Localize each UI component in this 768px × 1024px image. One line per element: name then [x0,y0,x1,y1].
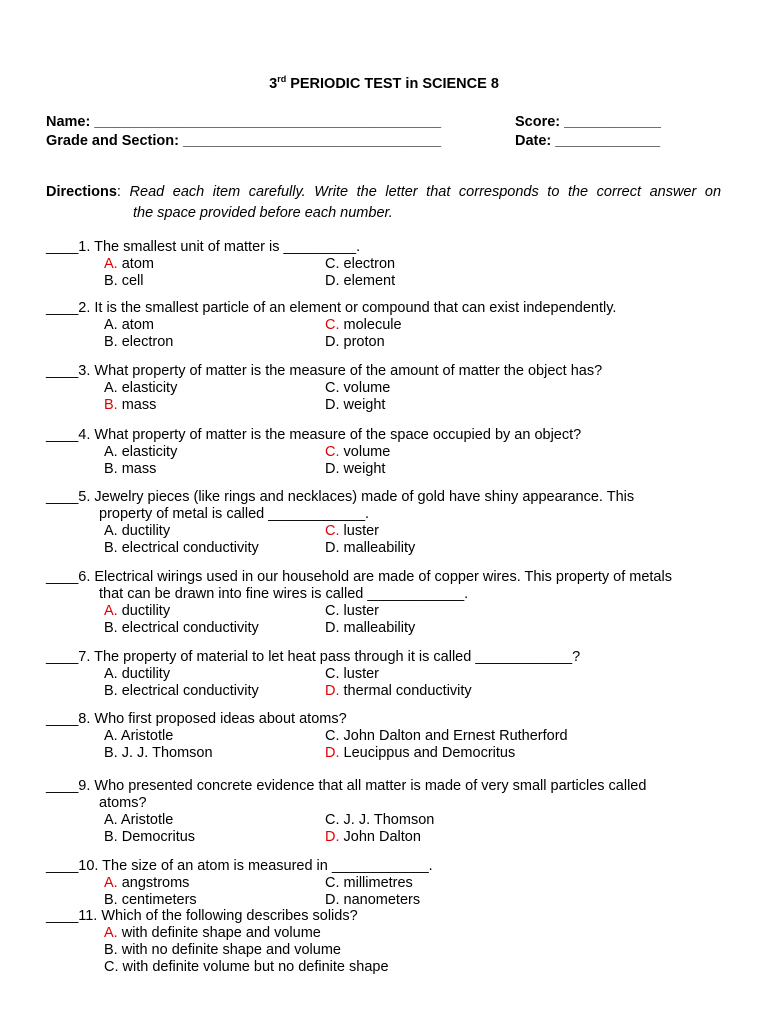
option-text: centimeters [117,892,197,908]
question-stem: ____2. It is the smallest particle of an element or compound that can exist independently. [46,300,617,316]
option-text: angstroms [117,875,190,891]
question-7 [46,649,736,700]
answer-option [104,397,156,414]
answer-option [104,603,170,620]
option-text: with definite volume but no definite shape [118,959,389,975]
correct-answer-letter: B. [104,397,118,413]
option-letter: D. [325,397,340,413]
option-letter: B. [104,273,118,289]
question-stem-continuation: that can be drawn into fine wires is called ____________. [99,586,469,602]
option-letter: C. [325,812,340,828]
question-stem-continuation: atoms? [99,795,147,811]
option-text: electron [339,256,396,272]
answer-option [104,892,197,909]
answer-options [46,444,736,478]
title-prefix: 3 [269,76,278,92]
option-text: atom [117,317,154,333]
option-text: with definite shape and volume [117,925,321,941]
correct-answer-letter: C. [325,523,340,539]
question-stem: ____6. Electrical wirings used in our household are made of copper wires. This property of metals [46,569,672,585]
option-text: electrical conductivity [117,540,259,556]
score-field: Score: ____________ [515,114,661,130]
question-6 [46,569,736,637]
answer-options [46,603,736,637]
title-rest: PERIODIC TEST in SCIENCE 8 [286,76,499,92]
option-text: John Dalton [339,829,421,845]
option-text: Aristotle [117,812,174,828]
option-letter: D. [325,461,340,477]
grade-section-field: Grade and Section: ________________________________ [46,133,442,149]
correct-answer-letter: A. [104,603,118,619]
directions-line-1: Read each item carefully. Write the letter that corresponds to the correct answer on [129,184,722,200]
answer-options [46,875,736,909]
option-letter: C. [325,603,340,619]
option-text: atom [117,256,154,272]
answer-options [46,317,736,351]
date-field: Date: _____________ [515,133,661,149]
question-stem: ____1. The smallest unit of matter is _________. [46,239,361,255]
question-stem: ____9. Who presented concrete evidence that all matter is made of very small particles called [46,778,647,794]
option-letter: D. [325,273,340,289]
option-text: weight [339,397,386,413]
option-text: Aristotle [117,728,174,744]
option-letter: C. [325,380,340,396]
answer-option [325,745,515,762]
answer-option [325,523,379,540]
option-letter: A. [104,523,118,539]
option-text: electrical conductivity [117,683,259,699]
answer-option [104,959,389,976]
correct-answer-letter: D. [325,745,340,761]
option-text: ductility [117,523,171,539]
option-text: volume [339,444,391,460]
option-text: J. J. Thomson [339,812,435,828]
answer-option [325,603,379,620]
page-title [0,76,768,92]
option-text: malleability [339,620,416,636]
question-2 [46,300,736,351]
option-text: elasticity [117,444,178,460]
option-letter: D. [325,620,340,636]
option-text: volume [339,380,391,396]
answer-option [104,620,259,637]
answer-option [325,812,434,829]
answer-option [104,256,154,273]
question-4 [46,427,736,478]
option-text: thermal conductivity [339,683,472,699]
answer-option [104,523,170,540]
correct-answer-letter: A. [104,925,118,941]
answer-options [46,728,736,762]
answer-option [104,683,259,700]
option-text: luster [339,523,379,539]
option-letter: C. [325,666,340,682]
question-stem: ____3. What property of matter is the measure of the amount of matter the object has? [46,363,603,379]
option-letter: A. [104,812,118,828]
question-stem: ____7. The property of material to let heat pass through it is called ____________? [46,649,581,665]
question-9 [46,778,736,846]
answer-option [104,540,259,557]
correct-answer-letter: C. [325,317,340,333]
answer-options [46,256,736,290]
answer-option [325,728,568,745]
option-letter: C. [104,959,119,975]
answer-option [325,380,390,397]
option-letter: A. [104,380,118,396]
option-letter: C. [325,256,340,272]
question-stem: ____4. What property of matter is the measure of the space occupied by an object? [46,427,582,443]
answer-option [325,540,415,557]
option-text: weight [339,461,386,477]
answer-option [104,380,177,397]
answer-option [104,334,173,351]
correct-answer-letter: A. [104,875,118,891]
answer-option [104,273,144,290]
option-text: electron [117,334,174,350]
option-text: J. J. Thomson [117,745,213,761]
answer-option [104,812,173,829]
option-text: with no definite shape and volume [117,942,341,958]
answer-options [46,523,736,557]
option-letter: B. [104,829,118,845]
answer-option [325,317,402,334]
question-stem: ____8. Who first proposed ideas about atoms? [46,711,347,727]
answer-option [104,666,170,683]
option-letter: A. [104,317,118,333]
option-text: molecule [339,317,402,333]
option-text: cell [117,273,144,289]
option-letter: B. [104,540,118,556]
answer-option [325,444,390,461]
answer-option [104,745,213,762]
answer-option [325,397,385,414]
option-letter: B. [104,683,118,699]
directions-colon: : [116,184,130,200]
directions [46,182,721,224]
option-letter: B. [104,892,118,908]
answer-option [325,666,379,683]
option-text: malleability [339,540,416,556]
answer-option [104,317,154,334]
correct-answer-letter: D. [325,683,340,699]
option-text: John Dalton and Ernest Rutherford [339,728,568,744]
option-letter: C. [325,728,340,744]
question-stem: ____11. Which of the following describes solids? [46,908,358,924]
question-stem-continuation: property of metal is called ____________. [99,506,370,522]
answer-option [325,892,420,909]
option-text: luster [339,603,379,619]
option-letter: C. [325,875,340,891]
option-letter: A. [104,444,118,460]
option-text: nanometers [339,892,421,908]
directions-line-2: the space provided before each number. [133,205,393,221]
question-8 [46,711,736,762]
answer-option [104,829,195,846]
answer-option [104,728,173,745]
directions-label: Directions [46,184,117,200]
answer-options [46,666,736,700]
name-field: Name: ___________________________________________ [46,114,442,130]
question-stem: ____10. The size of an atom is measured in ____________. [46,858,433,874]
option-text: millimetres [339,875,413,891]
correct-answer-letter: A. [104,256,118,272]
question-5 [46,489,736,557]
option-letter: B. [104,942,118,958]
correct-answer-letter: C. [325,444,340,460]
answer-option [325,334,385,351]
option-letter: A. [104,666,118,682]
option-text: elasticity [117,380,178,396]
option-text: ductility [117,666,171,682]
question-1 [46,239,736,290]
option-letter: B. [104,620,118,636]
option-text: electrical conductivity [117,620,259,636]
answer-options [46,812,736,846]
answer-option [104,942,341,959]
option-letter: B. [104,461,118,477]
option-text: mass [117,397,157,413]
answer-options [46,380,736,414]
question-11 [46,908,736,976]
title-superscript: rd [277,74,287,84]
option-text: Democritus [117,829,196,845]
answer-option [104,461,156,478]
answer-option [104,444,177,461]
answer-option [104,925,321,942]
answer-option [104,875,189,892]
answer-option [325,273,395,290]
option-text: element [339,273,396,289]
answer-option [325,875,413,892]
question-3 [46,363,736,414]
option-letter: A. [104,728,118,744]
question-stem: ____5. Jewelry pieces (like rings and necklaces) made of gold have shiny appearance. This [46,489,635,505]
answer-option [325,256,395,273]
option-letter: D. [325,334,340,350]
option-letter: B. [104,334,118,350]
option-text: luster [339,666,379,682]
answer-options [46,925,736,976]
option-letter: B. [104,745,118,761]
option-text: proton [339,334,385,350]
answer-option [325,461,385,478]
option-letter: D. [325,540,340,556]
option-text: mass [117,461,157,477]
question-10 [46,858,736,909]
option-text: Leucippus and Democritus [339,745,516,761]
answer-option [325,683,472,700]
option-text: ductility [117,603,171,619]
answer-option [325,829,421,846]
answer-option [325,620,415,637]
option-letter: D. [325,892,340,908]
correct-answer-letter: D. [325,829,340,845]
